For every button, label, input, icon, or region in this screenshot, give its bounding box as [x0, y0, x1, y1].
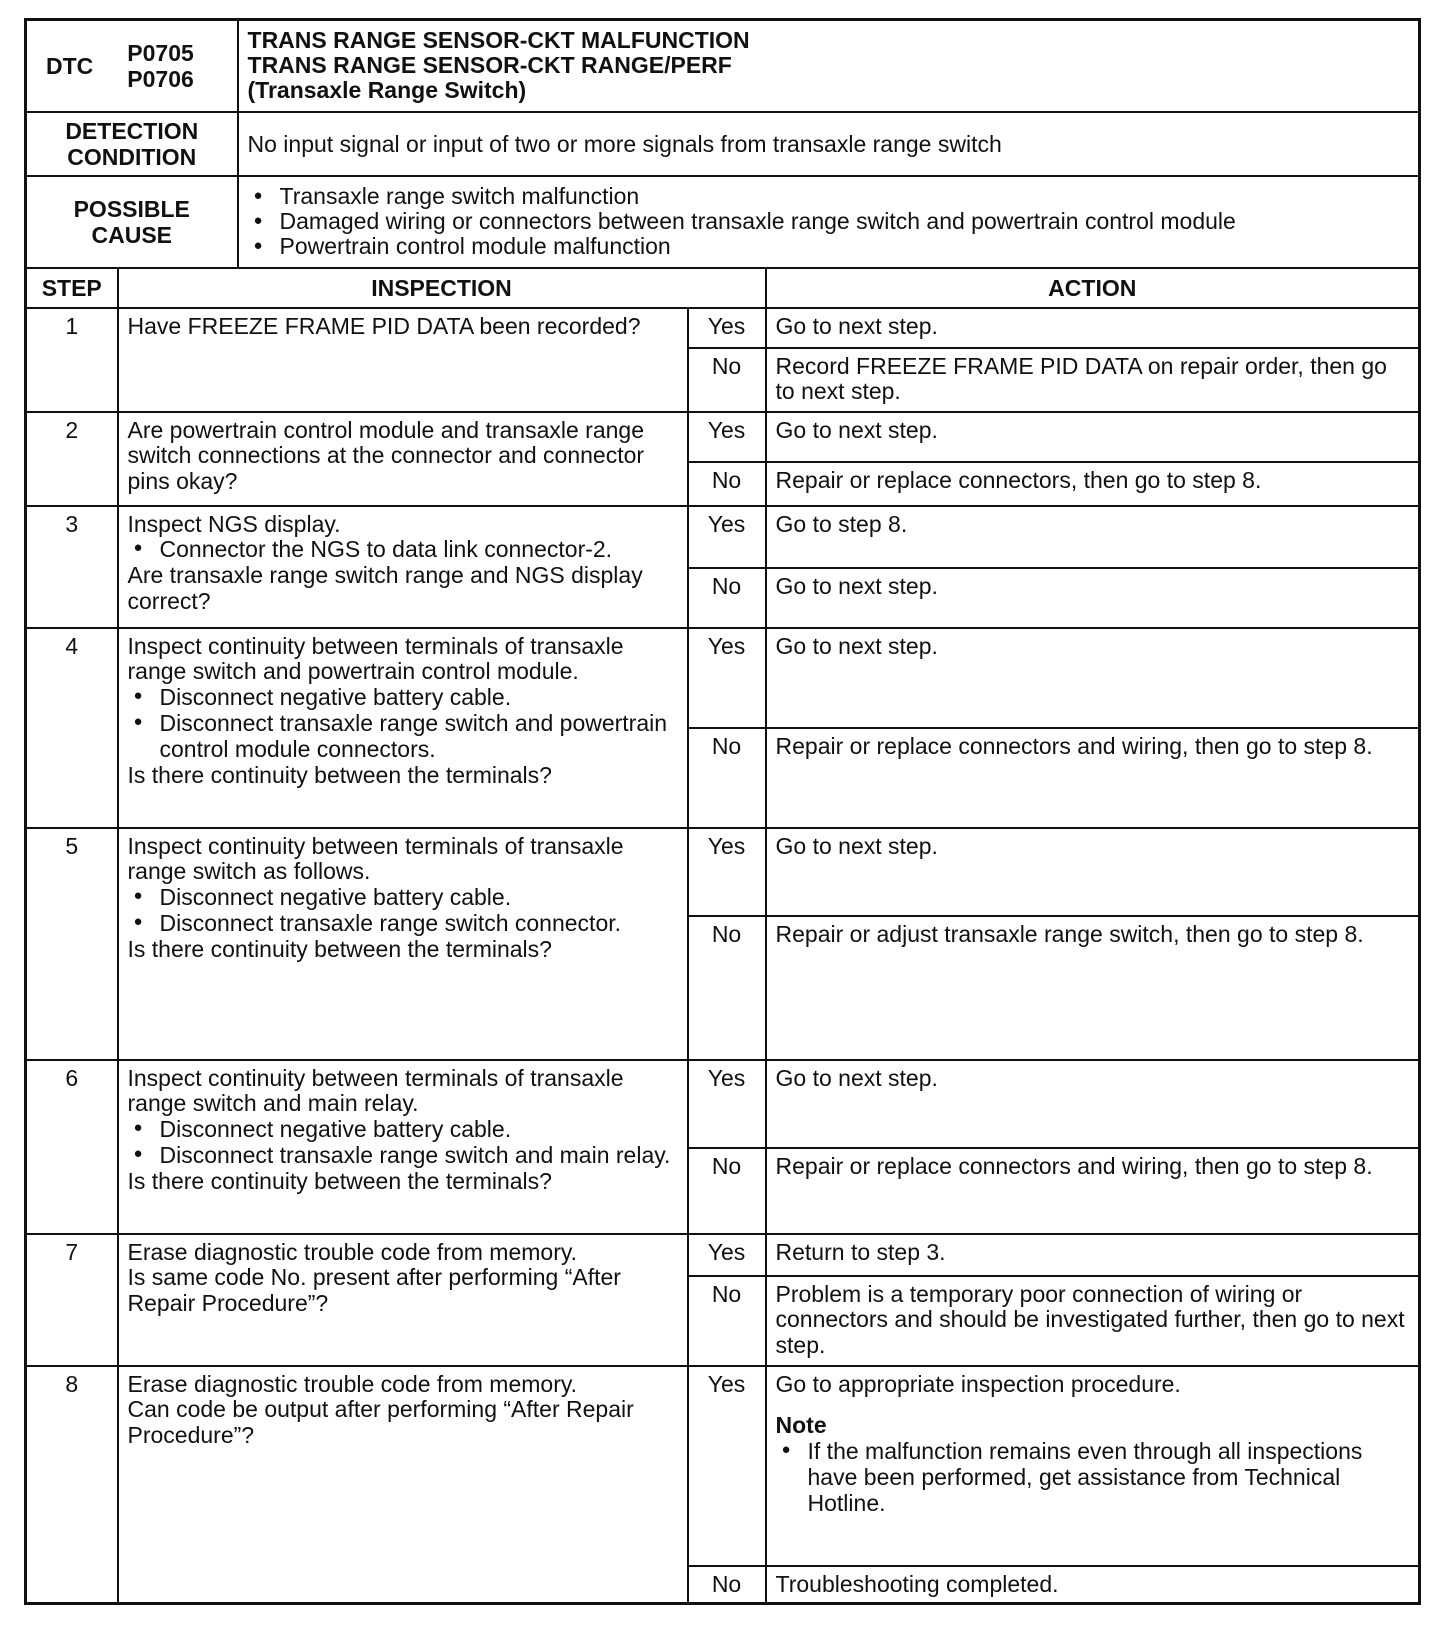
step-number: 5	[26, 828, 118, 1060]
cause-item: ● Damaged wiring or connectors between transaxle range switch and powertrain control module	[248, 209, 1410, 234]
no-label: No	[688, 916, 766, 1060]
column-header-inspection: INSPECTION	[118, 268, 766, 308]
possible-cause-label: POSSIBLE CAUSE	[26, 176, 238, 268]
dtc-code: P0706	[127, 65, 194, 92]
yes-label: Yes	[688, 1060, 766, 1148]
yes-action: Go to next step.	[766, 628, 1420, 728]
column-header-action: ACTION	[766, 268, 1420, 308]
detection-text: No input signal or input of two or more signals from transaxle range switch	[238, 112, 1420, 176]
yes-label: Yes	[688, 1366, 766, 1566]
yes-label: Yes	[688, 412, 766, 462]
yes-action: Go to next step.	[766, 1060, 1420, 1148]
no-action: Repair or replace connectors and wiring, then go to step 8.	[766, 1148, 1420, 1234]
dtc-label: DTC	[46, 52, 94, 79]
yes-action: Go to next step.	[766, 412, 1420, 462]
yes-label: Yes	[688, 828, 766, 916]
yes-label: Yes	[688, 1234, 766, 1276]
no-label: No	[688, 1276, 766, 1366]
inspection-bullet: ● Connector the NGS to data link connector-2.	[128, 536, 678, 562]
step-inspection: Inspect continuity between terminals of transaxle range switch and powertrain control module. ● Disconnect negative battery cable. ● Disconnect transaxle range switch and powertrain control module connectors. Is there continuity between the terminals?	[118, 628, 688, 828]
no-action: Troubleshooting completed.	[766, 1566, 1420, 1604]
no-label: No	[688, 348, 766, 412]
cause-item: ● Transaxle range switch malfunction	[248, 184, 1410, 209]
step-number: 2	[26, 412, 118, 506]
no-action: Repair or replace connectors, then go to step 8.	[766, 462, 1420, 506]
step-number: 3	[26, 506, 118, 628]
yes-label: Yes	[688, 628, 766, 728]
dtc-title: TRANS RANGE SENSOR-CKT MALFUNCTION	[247, 26, 750, 53]
step-number: 6	[26, 1060, 118, 1234]
diagnostic-table	[24, 18, 1421, 1605]
step-number: 7	[26, 1234, 118, 1366]
yes-action: Go to next step.	[766, 308, 1420, 348]
no-label: No	[688, 1148, 766, 1234]
no-label: No	[688, 1566, 766, 1604]
step-inspection: Erase diagnostic trouble code from memory. Is same code No. present after performing “After Repair Procedure”?	[118, 1234, 688, 1366]
step-inspection: Are powertrain control module and transaxle range switch connections at the connector and connector pins okay?	[118, 412, 688, 506]
yes-action: Return to step 3.	[766, 1234, 1420, 1276]
no-action: Record FREEZE FRAME PID DATA on repair order, then go to next step.	[766, 348, 1420, 412]
yes-action: Go to next step.	[766, 828, 1420, 916]
dtc-code: P0705	[127, 39, 194, 66]
dtc-title: TRANS RANGE SENSOR-CKT RANGE/PERF	[247, 52, 732, 79]
yes-action-cell	[766, 1366, 1420, 1566]
note-item: ● If the malfunction remains even through all inspections have been performed, get assistance from Technical Hotline.	[776, 1438, 1410, 1516]
step-inspection: Inspect NGS display. ● Connector the NGS to data link connector-2. Are transaxle range switch range and NGS display correct?	[118, 506, 688, 628]
inspection-bullet: ● Disconnect transaxle range switch connector.	[128, 910, 678, 936]
step-inspection: Have FREEZE FRAME PID DATA been recorded?	[118, 308, 688, 412]
no-label: No	[688, 568, 766, 628]
detection-label: DETECTION CONDITION	[26, 112, 238, 176]
inspection-bullet: ● Disconnect transaxle range switch and powertrain control module connectors.	[128, 710, 678, 762]
yes-action: Go to step 8.	[766, 506, 1420, 568]
inspection-bullet: ● Disconnect negative battery cable.	[128, 684, 678, 710]
yes-label: Yes	[688, 506, 766, 568]
inspection-bullet: ● Disconnect negative battery cable.	[128, 1116, 678, 1142]
step-number: 1	[26, 308, 118, 412]
no-label: No	[688, 462, 766, 506]
dtc-title: (Transaxle Range Switch)	[247, 77, 527, 104]
no-action: Repair or adjust transaxle range switch, then go to step 8.	[766, 916, 1420, 1060]
no-action: Go to next step.	[766, 568, 1420, 628]
no-label: No	[688, 728, 766, 828]
dtc-cell	[26, 20, 238, 112]
column-header-step: STEP	[26, 268, 118, 308]
step-inspection: Inspect continuity between terminals of transaxle range switch and main relay. ● Disconnect negative battery cable. ● Disconnect transaxle range switch and main relay. Is there continuity between the terminals?	[118, 1060, 688, 1234]
inspection-bullet: ● Disconnect transaxle range switch and main relay.	[128, 1142, 678, 1168]
dtc-title-cell	[238, 20, 1420, 112]
step-inspection: Inspect continuity between terminals of transaxle range switch as follows. ● Disconnect negative battery cable. ● Disconnect transaxle range switch connector. Is there continuity between the terminals?	[118, 828, 688, 1060]
note-title: Note	[775, 1412, 827, 1439]
step-number: 4	[26, 628, 118, 828]
step-inspection: Erase diagnostic trouble code from memory. Can code be output after performing “After Repair Procedure”?	[118, 1366, 688, 1604]
yes-label: Yes	[688, 308, 766, 348]
step-number: 8	[26, 1366, 118, 1604]
no-action: Repair or replace connectors and wiring, then go to step 8.	[766, 728, 1420, 828]
possible-cause-list	[238, 176, 1420, 268]
yes-action: Go to appropriate inspection procedure.	[775, 1370, 1181, 1397]
inspection-bullet: ● Disconnect negative battery cable.	[128, 884, 678, 910]
cause-item: ● Powertrain control module malfunction	[248, 234, 1410, 259]
no-action: Problem is a temporary poor connection of wiring or connectors and should be investigated further, then go to next step.	[766, 1276, 1420, 1366]
